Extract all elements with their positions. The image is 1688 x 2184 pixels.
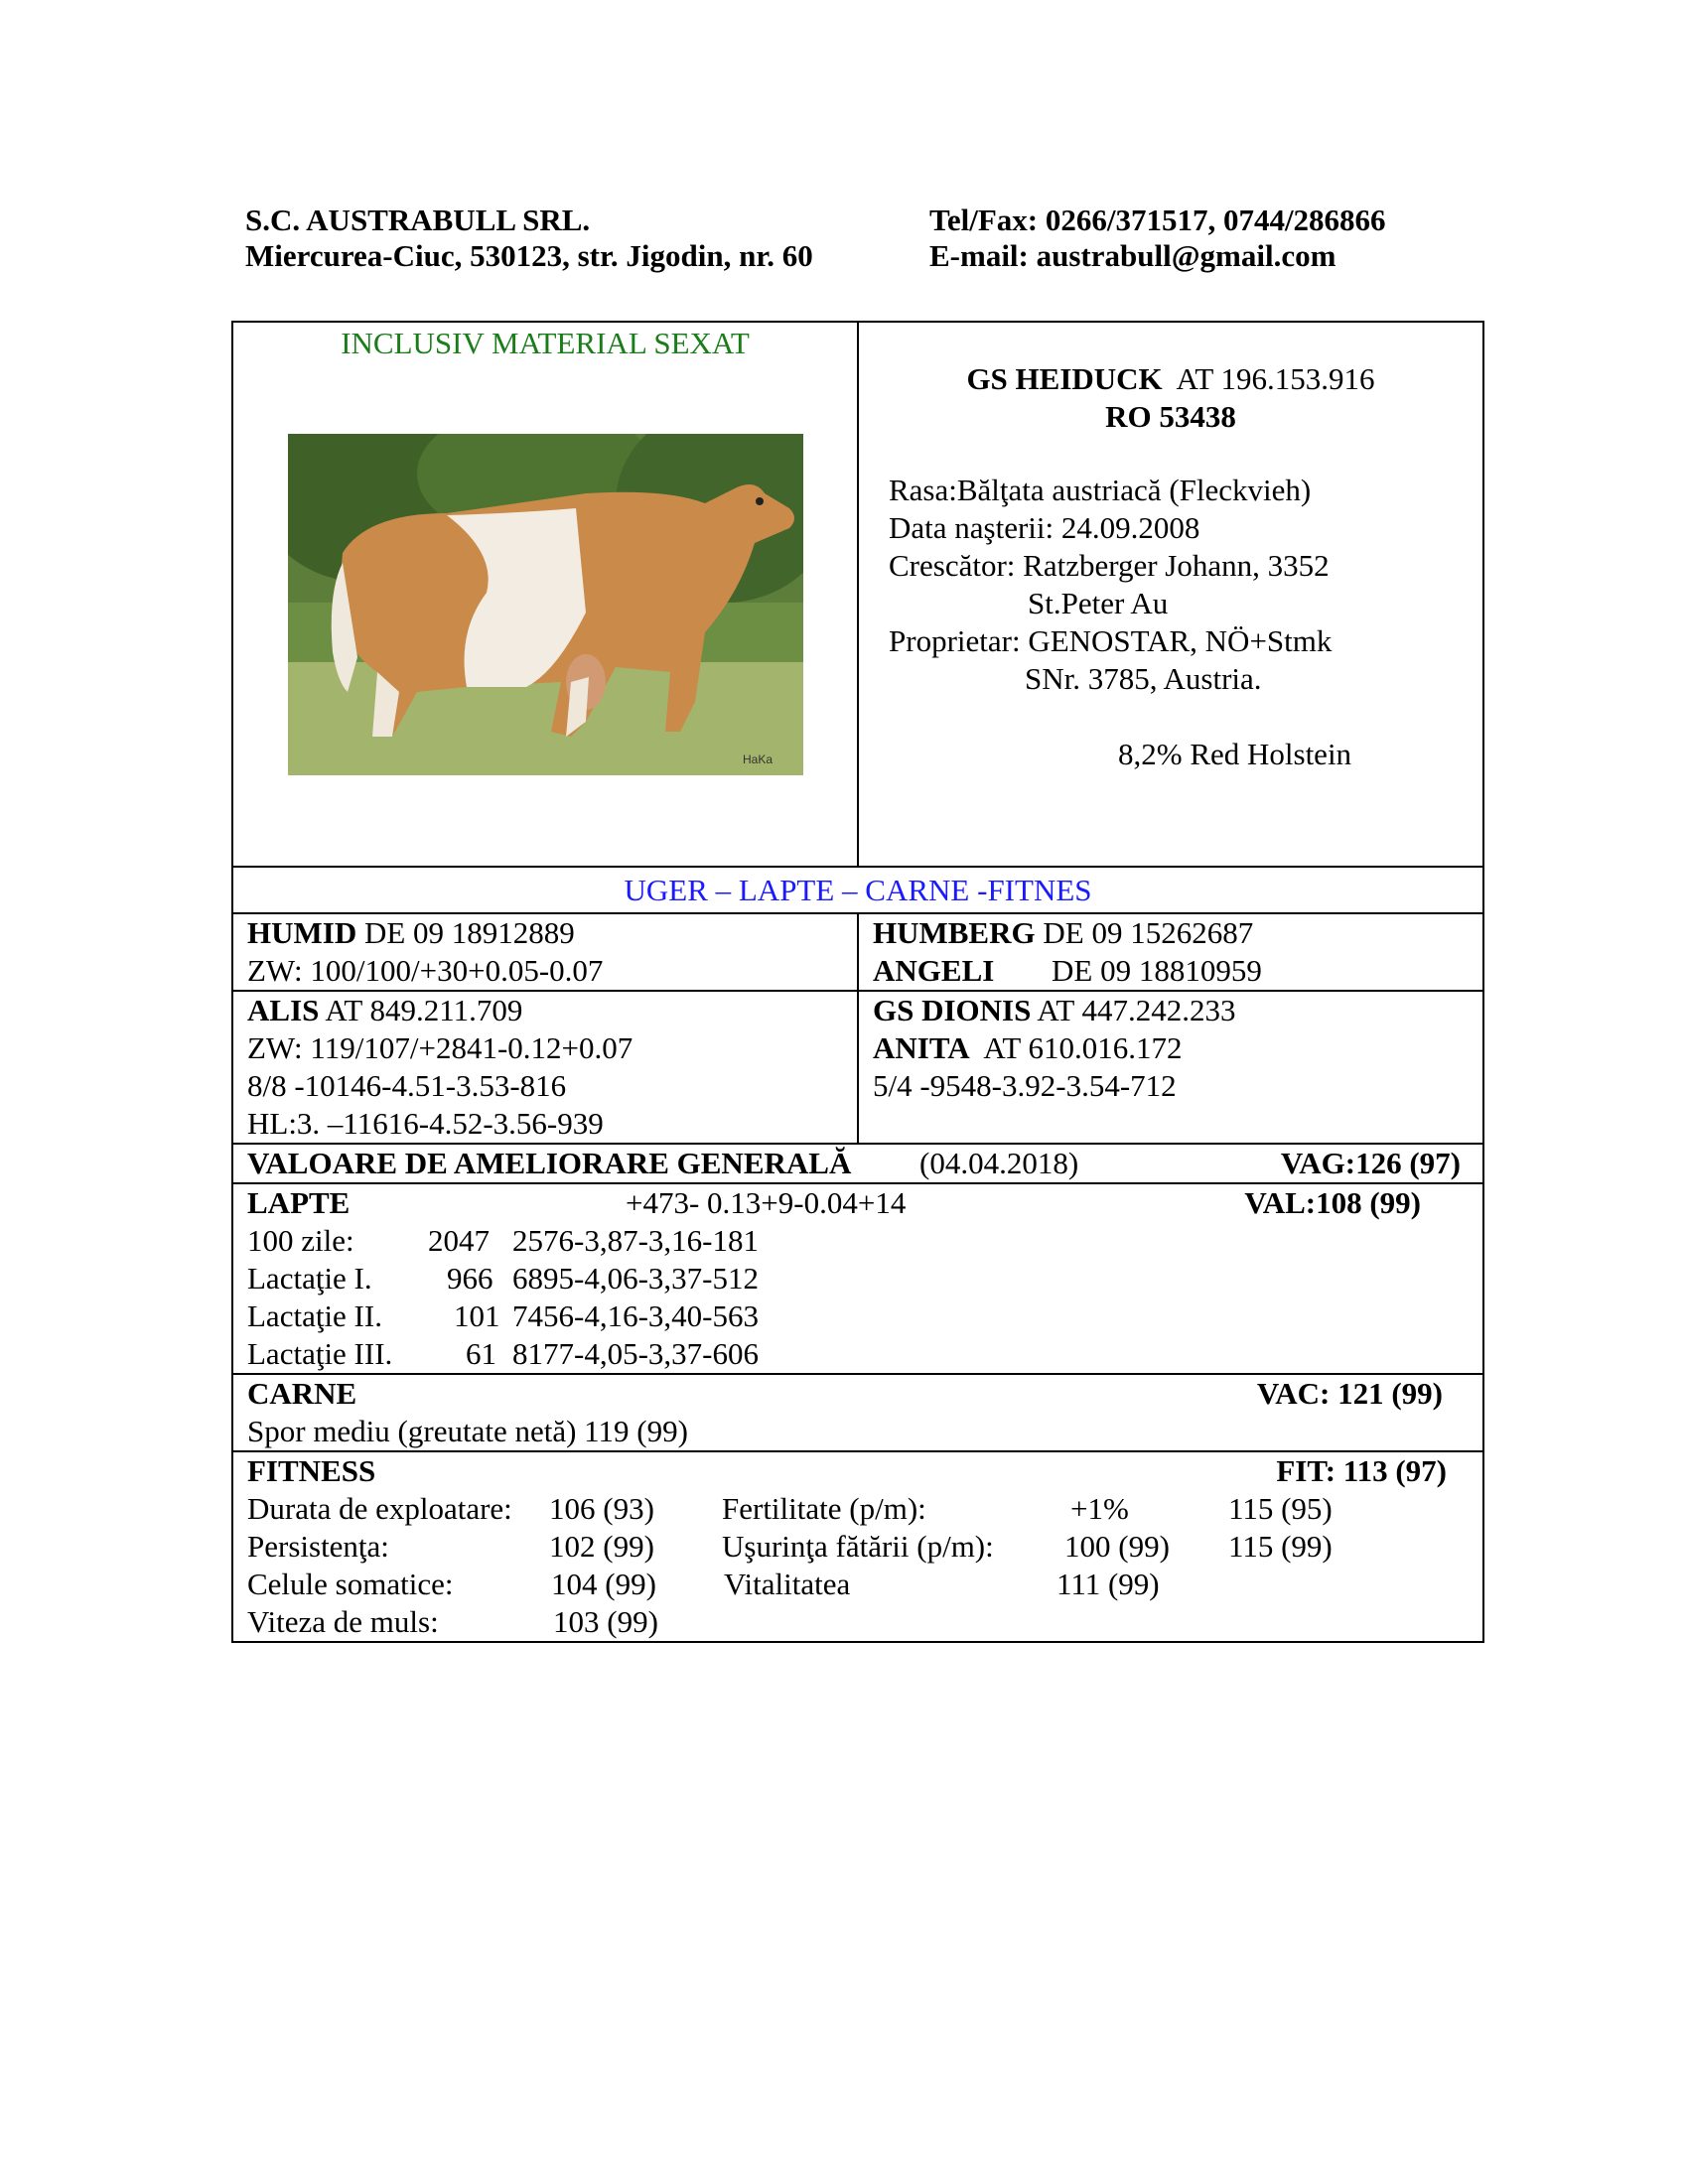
sire-dam-id: DE 09 18810959	[1052, 953, 1262, 988]
bull-name: GS HEIDUCK	[966, 361, 1163, 396]
dam-sire-id: AT 447.242.233	[1037, 993, 1236, 1027]
sire-name: HUMID	[247, 915, 357, 950]
bull-info-card	[231, 321, 1484, 1643]
bull-id-at: AT 196.153.916	[1176, 361, 1375, 396]
bull-title	[859, 360, 1482, 398]
vag-cell	[232, 1144, 1483, 1183]
lactation-row	[247, 1260, 1482, 1297]
company-phone: Tel/Fax: 0266/371517, 0744/286866	[929, 203, 1386, 237]
sire-id: DE 09 18912889	[363, 915, 575, 950]
lactation-data: 6895-4,06-3,37-512	[512, 1261, 759, 1296]
fitness-trait-value: 111 (99)	[1056, 1567, 1160, 1601]
carne-cell	[232, 1374, 1483, 1451]
fitness-row	[247, 1603, 1482, 1641]
fitness-trait-value: 115 (95)	[1228, 1491, 1333, 1526]
bull-owner-location: SNr. 3785, Austria.	[1025, 661, 1262, 696]
sire-zw: ZW: 100/100/+30+0.05-0.07	[247, 953, 604, 988]
lactation-label: Lactaţie I.	[247, 1261, 372, 1296]
dam-name: ALIS	[247, 993, 320, 1027]
lactation-data: 8177-4,05-3,37-606	[512, 1336, 759, 1371]
fitness-trait: Fertilitate (p/m):	[722, 1491, 926, 1526]
fitness-trait-value: 115 (99)	[1228, 1529, 1333, 1564]
bull-breed: Rasa:Bălţata austriacă (Fleckvieh)	[889, 473, 1312, 507]
dam-id: AT 849.211.709	[325, 993, 523, 1027]
lactation-row	[247, 1335, 1482, 1373]
fitness-trait: Durata de exploatare:	[247, 1491, 512, 1526]
company-name: S.C. AUSTRABULL SRL.	[245, 203, 591, 237]
fitness-trait: Uşurinţa fătării (p/m):	[722, 1529, 994, 1564]
fitness-label: FITNESS	[247, 1453, 376, 1488]
fitness-trait: Persistenţa:	[247, 1529, 389, 1564]
dam-sire-name: GS DIONIS	[873, 993, 1032, 1027]
fitness-fit: FIT: 113 (97)	[1276, 1453, 1447, 1488]
fitness-row	[247, 1566, 1482, 1603]
dam-zw: ZW: 119/107/+2841-0.12+0.07	[247, 1030, 633, 1065]
dam-parents-cell	[858, 991, 1483, 1144]
company-email: E-mail: austrabull@gmail.com	[929, 238, 1336, 273]
lapte-cell	[232, 1183, 1483, 1374]
carne-label: CARNE	[247, 1376, 357, 1411]
dam-cell	[232, 991, 858, 1144]
lapte-values: +473- 0.13+9-0.04+14	[626, 1185, 907, 1220]
fitness-trait: Celule somatice:	[247, 1567, 454, 1601]
dam-dam-id: AT 610.016.172	[983, 1030, 1183, 1065]
fitness-row	[247, 1528, 1482, 1566]
dam-dam-name: ANITA	[873, 1030, 970, 1065]
lapte-label: LAPTE	[247, 1185, 351, 1220]
lactation-row	[247, 1297, 1482, 1335]
fitness-trait-value: 104 (99)	[551, 1567, 656, 1601]
fitness-trait: Vitalitatea	[724, 1567, 851, 1601]
sire-parents-cell	[858, 913, 1483, 991]
lapte-val: VAL:108 (99)	[1244, 1185, 1421, 1220]
photo-watermark: HaKa	[743, 752, 774, 766]
vag-value: VAG:126 (97)	[1280, 1146, 1461, 1180]
sire-dam-name: ANGELI	[873, 953, 995, 988]
bull-owner: Proprietar: GENOSTAR, NÖ+Stmk	[889, 623, 1333, 658]
red-holstein-percent: 8,2% Red Holstein	[1118, 737, 1352, 771]
company-address: Miercurea-Ciuc, 530123, str. Jigodin, nr. 60	[245, 238, 813, 273]
sire-sire-id: DE 09 15262687	[1043, 915, 1254, 950]
fitness-trait-value: +1%	[1070, 1491, 1129, 1526]
lactation-data: 2576-3,87-3,16-181	[512, 1223, 759, 1258]
fitness-cell	[232, 1451, 1483, 1642]
lactation-count: 61	[466, 1336, 496, 1371]
carne-vac: VAC: 121 (99)	[1256, 1376, 1443, 1411]
sire-cell	[232, 913, 858, 991]
fitness-trait-value: 103 (99)	[553, 1604, 658, 1639]
dam-dam-line: 5/4 -9548-3.92-3.54-712	[873, 1068, 1177, 1103]
lactation-label: Lactaţie II.	[247, 1298, 382, 1333]
bull-photo	[288, 434, 803, 775]
bull-breeder: Crescător: Ratzberger Johann, 3352	[889, 548, 1330, 583]
lactation-count: 101	[454, 1298, 500, 1333]
vag-label: VALOARE DE AMELIORARE GENERALĂ	[247, 1146, 852, 1180]
dam-lactation-line: 8/8 -10146-4.51-3.53-816	[247, 1068, 567, 1103]
sexed-material-banner: INCLUSIV MATERIAL SEXAT	[341, 326, 750, 360]
lactation-row	[247, 1222, 1482, 1260]
bull-details-cell	[858, 322, 1483, 867]
fitness-trait-value: 102 (99)	[549, 1529, 654, 1564]
lactation-count: 966	[447, 1261, 493, 1296]
section-title: UGER – LAPTE – CARNE -FITNES	[232, 867, 1483, 913]
fitness-trait: Viteza de muls:	[247, 1604, 439, 1639]
vag-date: (04.04.2018)	[919, 1146, 1079, 1180]
fitness-trait-value: 106 (93)	[549, 1491, 654, 1526]
dam-hl-line: HL:3. –11616-4.52-3.56-939	[247, 1106, 604, 1141]
lactation-data: 7456-4,16-3,40-563	[512, 1298, 759, 1333]
fitness-row	[247, 1490, 1482, 1528]
bull-id-ro: RO 53438	[1105, 399, 1236, 434]
lactation-count: 2047	[428, 1223, 490, 1258]
photo-cell	[232, 322, 858, 867]
carne-growth: Spor mediu (greutate netă) 119 (99)	[247, 1414, 688, 1448]
lactation-label: Lactaţie III.	[247, 1336, 393, 1371]
fitness-trait-value: 100 (99)	[1064, 1529, 1170, 1564]
sire-sire-name: HUMBERG	[873, 915, 1036, 950]
lactation-label: 100 zile:	[247, 1223, 354, 1258]
bull-breeder-location: St.Peter Au	[1028, 586, 1169, 620]
bull-birth-date: Data naşterii: 24.09.2008	[889, 510, 1200, 545]
